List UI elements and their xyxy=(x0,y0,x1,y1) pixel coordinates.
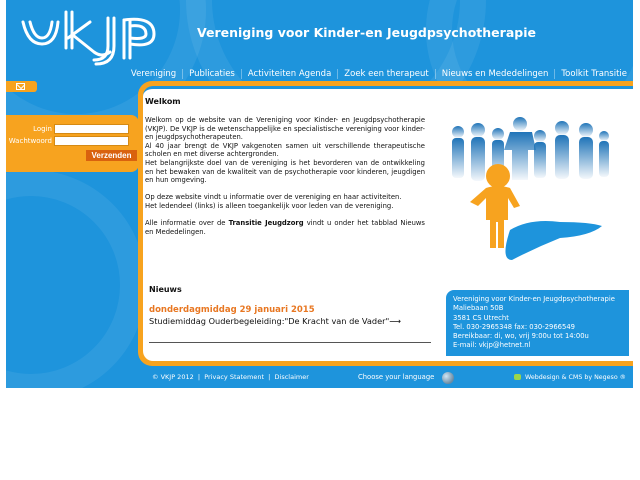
welcome-heading: Welkom xyxy=(145,97,181,106)
nav-item-nieuws-en-mededelingen[interactable]: Nieuws en Mededelingen xyxy=(435,69,555,79)
privacy-statement-link[interactable]: Privacy Statement xyxy=(204,373,265,381)
password-input[interactable] xyxy=(54,136,129,146)
login-label: Login xyxy=(33,125,52,133)
nav-item-vereniging[interactable]: Vereniging xyxy=(130,69,177,79)
contact-line: Tel. 030-2965348 fax: 030-2966549 xyxy=(453,322,575,331)
text-fragment: vindt u onder het tabblad Nieuws en Mededelingen. xyxy=(145,219,425,236)
globe-icon[interactable] xyxy=(442,372,454,384)
contact-line: Maliebaan 50B xyxy=(453,304,504,313)
news-divider xyxy=(149,342,431,343)
mail-icon[interactable] xyxy=(16,83,25,90)
main-navigation xyxy=(125,67,633,81)
contact-line: Bereikbaar: di, wo, vrij 9:00u tot 14:00u xyxy=(453,332,589,341)
contact-email[interactable]: E-mail: vkjp@hetnet.nl xyxy=(453,341,531,350)
welcome-paragraph: Het ledendeel (links) is alleen toegankelijk voor leden van de vereniging. xyxy=(145,201,394,210)
welcome-paragraph: Op deze website vindt u informatie over de vereniging en haar activiteiten. xyxy=(145,193,402,202)
footer-separator: | xyxy=(268,373,271,381)
login-input[interactable] xyxy=(54,124,129,134)
disclaimer-link[interactable]: Disclaimer xyxy=(274,373,309,381)
choose-language-link[interactable]: Choose your language xyxy=(358,373,435,381)
negeso-credit-link[interactable] xyxy=(514,374,626,381)
children-silhouette-illustration xyxy=(440,110,610,270)
login-form xyxy=(6,115,139,172)
decorative-circle xyxy=(6,170,146,388)
arrow-right-icon: ⟶ xyxy=(389,316,402,326)
welcome-paragraph: Al 40 jaar brengt de VKJP vakgenoten samen uit verschillende therapeutische scholen en met diverse achtergronden. xyxy=(145,141,425,159)
password-label: Wachtwoord xyxy=(8,137,52,145)
nav-item-publicaties[interactable]: Publicaties xyxy=(182,69,241,79)
contact-line: 3581 CS Utrecht xyxy=(453,313,509,322)
welcome-paragraph: Welkom op de website van de Vereniging voor Kinder- en Jeugdpsychotherapie (VKJP). De VKJP is de wetenschappelijke en specialistische vereniging voor kinder- en jeugdpsychotherapeuten. xyxy=(145,116,425,142)
contact-info xyxy=(453,295,615,351)
nav-item-activiteiten-agenda[interactable]: Activiteiten Agenda xyxy=(241,69,337,79)
footer-links xyxy=(152,373,309,381)
news-title: Studiemiddag Ouderbegeleiding:"De Kracht van de Vader" xyxy=(149,316,390,326)
nav-item-toolkit-transitie[interactable]: Toolkit Transitie xyxy=(554,69,633,79)
copyright-text: © VKJP 2012 xyxy=(152,373,194,381)
login-submit-button[interactable]: Verzenden xyxy=(86,150,137,161)
welcome-section xyxy=(145,97,425,236)
footer-separator: | xyxy=(197,373,201,381)
welcome-paragraph-transitie xyxy=(145,219,425,236)
news-date: donderdagmiddag 29 januari 2015 xyxy=(149,305,315,315)
credit-text: Webdesign & CMS by Negeso ® xyxy=(525,374,626,381)
news-heading: Nieuws xyxy=(149,285,182,294)
welcome-paragraph: Het belangrijkste doel van de vereniging is het bevorderen van de ontwikkeling en het bewaken van de kwaliteit van de psychotherapie voor kinderen, jeugdigen en hun omgeving. xyxy=(145,158,425,185)
nav-item-zoek-een-therapeut[interactable]: Zoek een therapeut xyxy=(337,69,434,79)
negeso-icon xyxy=(514,374,521,380)
contact-line: Vereniging voor Kinder-en Jeugdpsychotherapie xyxy=(453,295,615,303)
news-item-link[interactable] xyxy=(149,316,401,326)
text-fragment: Alle informatie over de xyxy=(145,219,229,228)
vkjp-logo[interactable] xyxy=(20,8,158,66)
site-title: Vereniging voor Kinder-en Jeugdpsychotherapie xyxy=(197,25,536,40)
transitie-jeugdzorg-label: Transitie Jeugdzorg xyxy=(228,219,304,228)
